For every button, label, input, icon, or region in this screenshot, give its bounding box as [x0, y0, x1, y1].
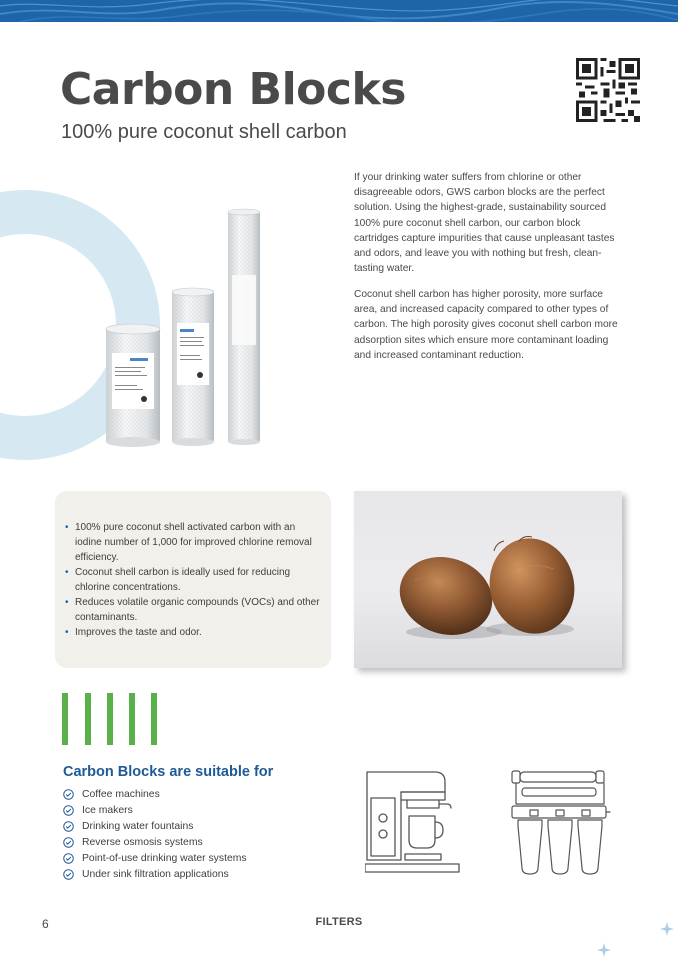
feature-item: • Improves the taste and odor.: [65, 625, 321, 640]
page-number: 6: [42, 917, 49, 931]
coffee-machine-icon: [365, 770, 461, 874]
footer-section-label: FILTERS: [315, 916, 363, 928]
coconut-photo: [354, 491, 622, 668]
top-decorative-band: [0, 0, 678, 22]
list-item-label: Reverse osmosis systems: [82, 836, 203, 848]
features-panel: [55, 491, 331, 668]
check-circle-icon: [63, 789, 74, 800]
intro-paragraph-2: Coconut shell carbon has higher porosity, more surface area, and increased capacity compared to other types of carbon. The high porosity gives coconut shell carbon more adsorption sites which ensure more contaminant loading and increased contaminant reduction.: [354, 289, 618, 361]
sparkle-icon: [660, 922, 674, 936]
page-subtitle: 100% pure coconut shell carbon: [61, 121, 347, 143]
page-title: Carbon Blocks: [60, 64, 406, 115]
suitable-for-heading: Carbon Blocks are suitable for: [63, 764, 274, 780]
list-item-label: Coffee machines: [82, 788, 160, 800]
list-item: [63, 786, 247, 802]
carbon-block-cartridges-image: [100, 205, 270, 455]
sparkle-icon: [597, 943, 611, 957]
qr-code-icon[interactable]: [576, 58, 640, 122]
check-circle-icon: [63, 853, 74, 864]
list-item: [63, 866, 247, 882]
check-circle-icon: [63, 837, 74, 848]
feature-item: • Reduces volatile organic compounds (VOCs) and other contaminants.: [65, 595, 321, 625]
list-item: [63, 834, 247, 850]
list-item-label: Ice makers: [82, 804, 133, 816]
feature-item: • 100% pure coconut shell activated carbon with an iodine number of 1,000 for improved chlorine removal efficiency.: [65, 520, 321, 565]
intro-paragraph-1: If your drinking water suffers from chlorine or other disagreeable odors, GWS carbon blocks are the perfect solution. Using the highest-grade, sustainability sourced 100% pure coconut shell carbon, our carbon block cartridges capture impurities that cause unpleasant tastes and odors, and leave you with nothing but fresh, clean-tasting water.: [354, 172, 615, 275]
features-list: [65, 520, 321, 640]
check-circle-icon: [63, 869, 74, 880]
check-circle-icon: [63, 821, 74, 832]
list-item-label: Point-of-use drinking water systems: [82, 852, 247, 864]
list-item-label: Drinking water fountains: [82, 820, 194, 832]
suitable-for-list: [63, 786, 247, 882]
check-circle-icon: [63, 805, 74, 816]
list-item: [63, 818, 247, 834]
list-item: [63, 802, 247, 818]
list-item: [63, 850, 247, 866]
feature-item: • Coconut shell carbon is ideally used for reducing chlorine concentrations.: [65, 565, 321, 595]
list-item-label: Under sink filtration applications: [82, 868, 229, 880]
reverse-osmosis-system-icon: [508, 770, 612, 880]
